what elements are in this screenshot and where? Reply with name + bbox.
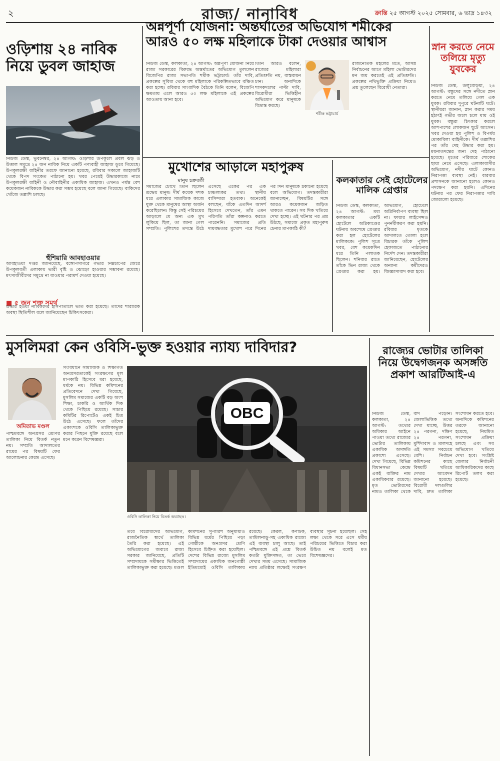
page-number: ২	[8, 9, 14, 19]
ship-subhead: হুঁশিয়ারি আবহাওয়ার	[46, 254, 100, 262]
annapurna-body-3: রাজনৈতিক মহলের মতে, আসন্ন নির্বাচনের আগে মহিলা ভোটারদের মন জয় করতেই এই প্রতিশ্রুতি। প্রকল্পের নথিভুক্তি প্রক্রিয়া নিয়েও প্রশ্ন তুলেছেন বিরোধী নেতারা।	[352, 62, 416, 91]
drowning-body: নিউজ ডেস্ক, উলুবেড়িয়া, ২৪ আগস্ট: বন্ধুদের সঙ্গে নদীতে স্নান করতে নেমে তলিয়ে গেল এক যুবক। রবিবার দুপুরে ঘটনাটি ঘটে। স্থানীয়রা জানান, স্নান করার সময় হঠাৎই গভীর জলে চলে যায় ওই যুবক। বন্ধুরা চিৎকার করলে আশপাশের লোকজন ছুটে আসেন। খবর দেওয়া হয় পুলিশ ও বিপর্যয় মোকাবিলা বাহিনীকে। দীর্ঘ তল্লাশির পর তাঁর দেহ উদ্ধার করা হয়। ময়নাতদন্তের জন্য দেহ পাঠানো হয়েছে। মৃতের পরিবারে শোকের ছায়া নেমে এসেছে। এলাকাবাসীর অভিযোগ, নদীর ঘাটে কোনও নিরাপত্তা ব্যবস্থা নেই। বারবার প্রশাসনকে জানানো হলেও কোনও পদক্ষেপ করা হয়নি। এদিনের ঘটনার পর ফের নিরাপত্তার দাবি জোরালো হয়েছে।	[431, 84, 495, 203]
ship-red-note: ■ ৫ জন শক্ত সমর্থ	[6, 299, 58, 307]
column-rule	[142, 26, 143, 332]
politician-caption: শমীক ভট্টাচার্য	[315, 111, 339, 116]
obc-body: পশ্চিমবঙ্গে অনগ্রসর শ্রেণির তালিকা নিয়ে বিতর্ক নতুন নয়। সম্প্রতি আদালতের রায়ের পর বিষয়টি ফের আলোচনার কেন্দ্রে এসেছে।	[6, 432, 60, 461]
date-text: ২৫ আগস্ট ২০২৫ সোমবার, ৬ ভাদ্র ১৪৩২	[389, 10, 492, 17]
politician-photo	[305, 60, 349, 110]
obc-headline: মুসলিমরা কেন ওবিসি-ভুক্ত হওয়ার ন্যায্য দাবিদার?	[6, 340, 298, 356]
obc-caption: ওবিসি তালিকা নিয়ে বিতর্ক অব্যাহত।	[127, 514, 186, 519]
section-title: রাজ্য/ নানাবিধ	[201, 5, 299, 23]
brand-logo: ক্রান্তি	[374, 10, 388, 17]
hotel-headline: কলকাতার সেই হোটেলের মালিক গ্রেপ্তার	[336, 176, 428, 197]
column-rule	[369, 338, 370, 756]
ship-headline: ওড়িশায় ২৪ নাবিক নিয়ে ডুবল জাহাজ	[6, 42, 117, 75]
drowning-headline: স্নান করতে নেমে তলিয়ে মৃত্যু যুবকের	[431, 42, 495, 75]
obc-label: OBC	[230, 405, 264, 422]
mask-body: সমাজের চোখে তিনি ছিলেন শ্রদ্ধেয় মানুষ। দীর্ঘ কয়েক দশক ধরে এলাকার সামাজিক কাজে যুক্ত থেকে মানুষের আস্থা অর্জন করেছিলেন। কিন্তু সেই পরিচয়ের আড়ালে যে অন্য এক মুখ লুকিয়ে ছিল, তা জানা গেল সম্প্রতি। পুলিশের তদন্তে উঠে এসেছে একের পর এক চাঞ্চল্যকর তথ্য। স্থানীয় বাসিন্দারা হতবাক। অনেকেই বলছেন, যাঁকে এতদিন আদর্শ হিসেবে দেখতেন, তাঁর এমন পরিণতি তাঁরা কল্পনাও করতে পারেননি। সমাজের প্রতি দায়বদ্ধতার মুখোশ পরে দিনের পর দিন মানুষকে ঠকানো হয়েছে বলে অভিযোগ। তদন্তকারীরা জানাচ্ছেন, বিষয়টির সঙ্গে আরও কয়েকজন জড়িত থাকতে পারেন। সব দিক খতিয়ে দেখা হচ্ছে। এই ঘটনার পর প্রশ্ন উঠছে, সমাজে প্রকৃত মহাপুরুষ চেনার মাপকাঠি কী?	[146, 185, 328, 232]
hotel-body: নিউজ ডেস্ক, কলকাতা, ২৪ আগস্ট: মধ্য কলকাতার একটি হোটেলে অগ্নিকাণ্ডের ঘটনায় অবশেষে গ্রেপ্তার করা হল হোটেলের মালিককে। পুলিশ সূত্রে খবর, বেশ কয়েকদিন ধরে তিনি পলাতক ছিলেন। শনিবার রাতে তাঁকে ভিন রাজ্য থেকে গ্রেপ্তার করা হয়। অভিযোগ, হোটেলে অগ্নিনির্বাপণ ব্যবস্থা ছিল না। ফায়ার লাইসেন্সও পুনর্নবীকরণ করা হয়নি। রবিবার ধৃতকে আদালতে তোলা হলে বিচারক তাঁকে পুলিশ হেফাজতে পাঠানোর নির্দেশ দেন। তদন্তকারীরা জানিয়েছেন, হোটেলের অন্যান্য কর্মীদেরও জিজ্ঞাসাবাদ করা হবে।	[336, 204, 428, 275]
ship-body: নিউজ ডেস্ক, ভুবনেশ্বর, ২৪ আগস্ট: ওড়িশার উপকূলে প্রবল ঝড় ও উত্তাল সমুদ্রে ২৪ জন নাবিক নিয়ে একটি পণ্যবাহী জাহাজ ডুবে গিয়েছে। উপকূলরক্ষী বাহিনীর তরফে জানানো হয়েছে, রবিবার সকালে জাহাজটি থেকে বিপদ সংকেত পাঠানো হয়। খবর পেয়েই উদ্ধারকাজে নামে উপকূলরক্ষী বাহিনী ও নৌবাহিনীর একাধিক জাহাজ। এখনও পর্যন্ত বেশ কয়েকজন নাবিককে উদ্ধার করা সম্ভব হয়েছে বলে জানা গিয়েছে। বাকিদের খোঁজে তল্লাশি চলছে।	[6, 157, 140, 198]
voter-headline: রাজ্যের ভোটার তালিকা নিয়ে উদ্বেগজনক অসঙ্গতি প্রকাশ আরটিআই-এ	[378, 345, 488, 382]
author-photo	[8, 368, 56, 420]
column-rule	[332, 160, 333, 332]
obc-author: অমিতাভ মণ্ডল	[16, 424, 50, 430]
ship-body-2: আবহাওয়া দপ্তর জানিয়েছে, বঙ্গোপসাগরে গভীর নিম্নচাপের জেরে উপকূলবর্তী এলাকায় ভারী বৃষ্টি ও ঝোড়ো হাওয়ার সম্ভাবনা রয়েছে। মৎস্যজীবীদের সমুদ্রে না যাওয়ার পরামর্শ দেওয়া হয়েছে।	[6, 262, 140, 279]
mask-byline: মানুষ চক্রবর্তী	[177, 178, 205, 184]
dateline	[375, 8, 492, 19]
obc-illustration	[127, 366, 367, 512]
obc-body-2: সংবিধানে সামাজিক ও শিক্ষাগত অনগ্রসরতাকেই সংরক্ষণের মূল মাপকাঠি হিসেবে ধরা হয়েছে, ধর্মকে নয়। বিভিন্ন কমিশনের প্রতিবেদনে দেখা গিয়েছে, মুসলিম সমাজের একটি বড় অংশ শিক্ষা, চাকরি ও আর্থিক দিক থেকে পিছিয়ে রয়েছে। সাচার কমিটির রিপোর্টেও একই চিত্র উঠে এসেছে। ফলে তাঁদের একাংশকে ওবিসি তালিকাভুক্ত করার পিছনে যুক্তি রয়েছে বলে মনে করেন বিশেষজ্ঞরা।	[63, 366, 123, 443]
section-rule	[6, 335, 494, 336]
annapurna-headline: অন্নপূর্ণা যোজনা: অন্তর্ঘাতের অভিযোগ শমীকের আরও ৫০ লক্ষ মহিলাকে টাকা দেওয়ার আশ্বাস	[146, 20, 393, 50]
ship-photo	[6, 86, 140, 155]
mask-headline: মুখোশের আড়ালে মহাপুরুষ	[168, 159, 304, 174]
column-rule	[429, 26, 430, 332]
obc-body-3: তবে বিরোধীদের অভিযোগ, রাজনৈতিক স্বার্থে তালিকা তৈরি করা হয়েছে। এই অভিযোগের জবাবে রাজ্য সরকার জানিয়েছে, প্রতিটি সম্প্রদায়কে সমীক্ষার ভিত্তিতেই তালিকাভুক্ত করা হয়েছে। মণ্ডল কমিশনের সুপারিশ অনুযায়ীও বিভিন্ন ধর্মের পিছিয়ে পড়া গোষ্ঠীকে অনগ্রসর শ্রেণি হিসেবে চিহ্নিত করা হয়েছিল। দেশের বিভিন্ন রাজ্যে মুসলিম সম্প্রদায়ের একাধিক জনগোষ্ঠী ইতিমধ্যেই ওবিসি তালিকায় রয়েছে। কেরল, কর্ণাটক, তামিলনাড়ু-সহ একাধিক রাজ্যে এই ব্যবস্থা চালু আছে। তাই পশ্চিমবঙ্গে এই প্রশ্নে বিতর্ক কতটা যুক্তিসঙ্গত, তা ভেবে দেখার সময় এসেছে। সামাজিক ন্যায় প্রতিষ্ঠার লক্ষ্যেই সংরক্ষণ ব্যবস্থার সূচনা হয়েছিল। সেই লক্ষ্য থেকে সরে এসে ধর্মীয় পরিচয়ের ভিত্তিতে বিচার করা উচিত নয় বলেই মত বিশেষজ্ঞদের।	[127, 530, 367, 571]
ship-body-3: উদ্ধার হওয়া নাবিকদের হাসপাতালে ভর্তি করা হয়েছে। তাঁদের শারীরিক অবস্থা স্থিতিশীল বলে জানিয়েছেন চিকিৎসকেরা।	[6, 305, 140, 316]
voter-body: নিউজ ডেস্ক, কলকাতা, ২৪ আগস্ট: তথ্যের অধিকার আইনে পাওয়া তথ্যে রাজ্যের ভোটার তালিকায় একাধিক অসঙ্গতি প্রকাশ্যে এসেছে। দেখা গিয়েছে, বিভিন্ন বিধানসভা কেন্দ্রে একই ব্যক্তির নাম একাধিকবার রয়েছে। মৃত ভোটারদের নামও তালিকা থেকে বাদ পড়েনি। জেলাভিত্তিক তথ্যে দেখা যাচ্ছে, উত্তর ২৪ পরগনা, দক্ষিণ ২৪ পরগনা, মুর্শিদাবাদ ও মালদহে এই সমস্যা সবচেয়ে বেশি। নির্বাচন কমিশনের কাছে বিষয়টি খতিয়ে দেখার আবেদন জানানো হয়েছে। বিরোধী দলগুলির দাবি, দ্রুত তালিকা সংশোধন করতে হবে। অন্যদিকে কমিশনের তরফে জানানো হয়েছে, নিয়মিত সংশোধন প্রক্রিয়া চলছে এবং সব অভিযোগ খতিয়ে দেখা হবে। সংশ্লিষ্ট জেলার নির্বাচনী আধিকারিকদের কাছে রিপোর্ট তলব করা হয়েছে।	[372, 412, 494, 495]
annapurna-body-2: তিনি আরও বলেন, রাজ্যের মহিলারা প্রতিশ্রুতি নয়, বাস্তবায়ন চান। অন্যদিকে শাসকদলের পাল্টা দাবি, বিরোধীরা ভিত্তিহীন অভিযোগ করে মানুষকে বিভ্রান্ত করছে।	[255, 62, 301, 109]
annapurna-body: নিউজ ডেস্ক, কলকাতা, ২৪ আগস্ট: অন্নপূর্ণা যোজনা নিয়ে রাজ্য সরকারের বিরুদ্ধে অন্তর্ঘাতের অভিযোগ তুললেন বিজেপির রাজ্য সভাপতি শমীক ভট্টাচার্য। তাঁর দাবি, প্রকল্পের সুবিধা থেকে বহু মহিলাকে পরিকল্পিতভাবে বঞ্চিত করা হচ্ছে। রবিবার সাংবাদিক বৈঠকে তিনি বলেন, বিজেপি ক্ষমতায় এলে আরও ৫০ লক্ষ মহিলাকে এই প্রকল্পের আওতায় আনা হবে।	[146, 62, 254, 103]
section-rule	[143, 157, 429, 158]
